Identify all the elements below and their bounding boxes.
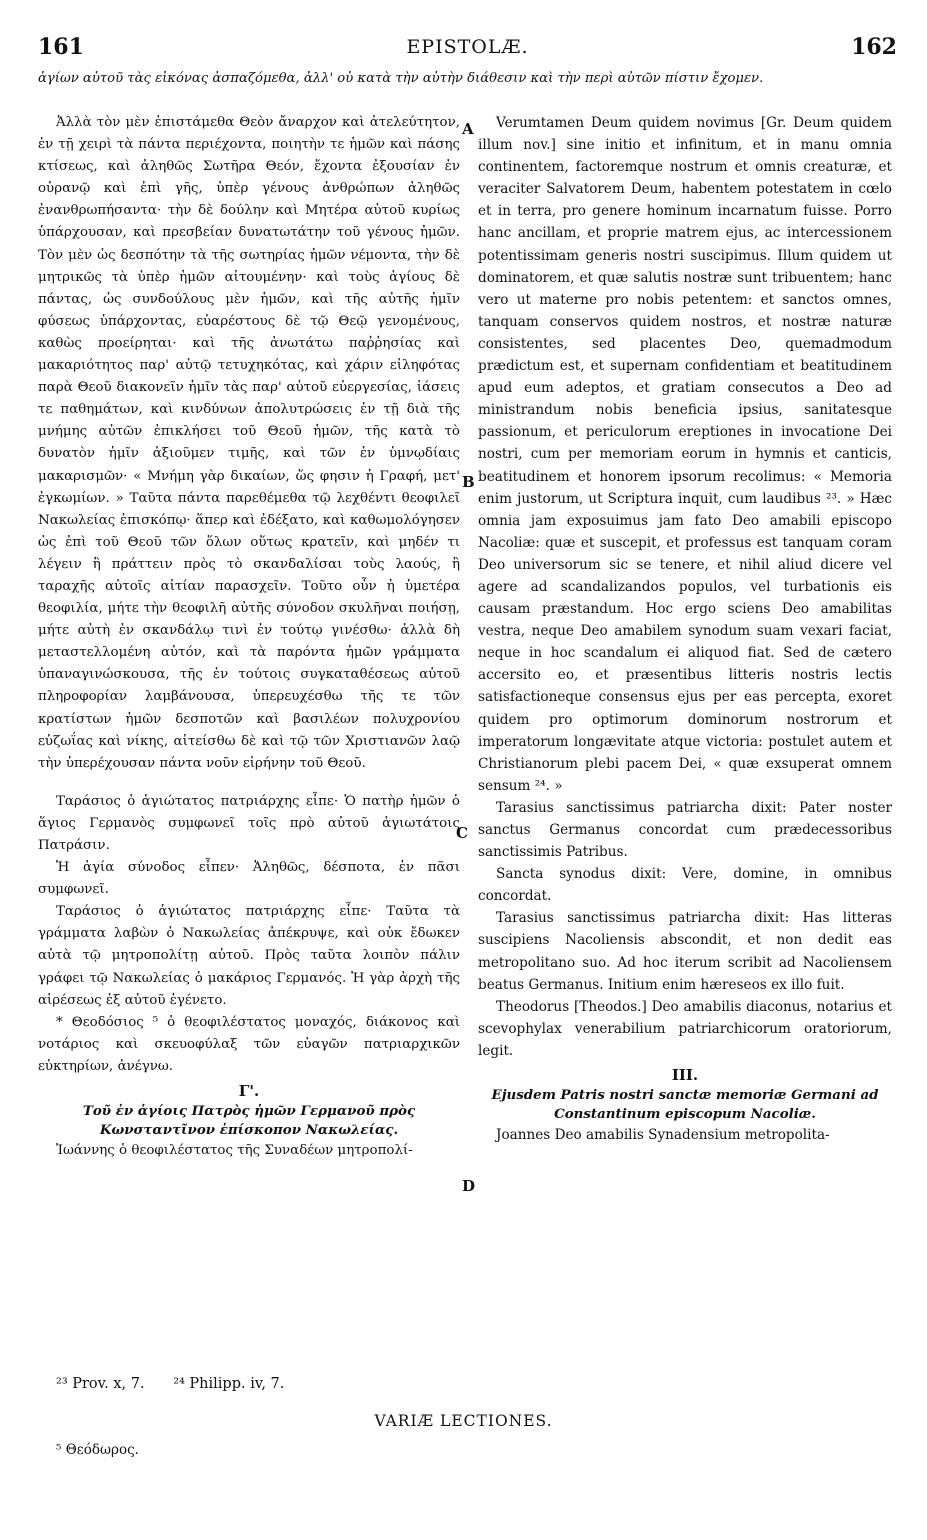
greek-paragraph: Ἀλλὰ τὸν μὲν ἐπιστάμεθα Θεὸν ἄναρχον καὶ ἀτελεύτητον, ἐν τῇ χειρὶ τὰ πάντα περιέχοντα, ποιητὴν τε ἡμῶν καὶ πάσης κτίσεως, καὶ ἀληθῶς Σωτῆρα Θεόν, ἔχοντα ἐξουσίαν ἐν οὐρανῷ καὶ ἐπὶ γῆς, ὑπὲρ γένους ἀνθρώπων ἀληθῶς ἐνανθρωπήσαντα· τὴν δὲ δούλην καὶ Μητέρα αὐτοῦ κυρίως ὑπάρχουσαν, καὶ πρεσβείαν δυνατωτάτην τοῦ γένους ἡμῶν. Τὸν μὲν ὡς δεσπότην τὰ τῆς σωτηρίας ἡμῶν νέμοντα, τὴν δὲ μητρικῶς τὰ ὑπὲρ ἡμῶν αἰτουμένην· καὶ τοὺς ἁγίους δὲ πάντας, ὡς συνδούλους μὲν ἡμῶν, καὶ τῆς αὐτῆς ἡμῖν φύσεως ὑπάρχοντας, εὐαρέστους δὲ τῷ Θεῷ γενομένους, καθὼς προείρηται· καὶ τῆς ἀνωτάτω παῤῥησίας καὶ μακαριότητος παρ' αὐτῷ τετυχηκότας, καὶ χάριν εἰληφότας παρὰ Θεοῦ διακονεῖν ἡμῖν τὰς παρ' αὐτοῦ εὐεργεσίας, ἰάσεις τε παθημάτων, καὶ κινδύνων ἀπολυτρώσεις ἐν τῇ διὰ τῆς μνήμης αὐτῶν ἐπικλήσει τοῦ Θεοῦ ἡμῶν, τῆς κατὰ τὸ δυνατὸν ἡμῖν ἀξιοῦμεν τιμῆς, καὶ τῶν ἐν ὑμνῳδίαις μακαρισμῶν· « Μνήμη γὰρ δικαίων, ὥς φησιν ἡ Γραφή, μετ' ἐγκωμίων. » Ταῦτα πάντα παρεθέμεθα τῷ λεχθέντι θεοφιλεῖ Νακωλείας ἐπισκόπῳ· ἅπερ καὶ ἐδέξατο, καὶ καθωμολόγησεν ὡς ἐπὶ τοῦ Θεοῦ τῶν ὅλων οὕτως κρατεῖν, καὶ μηδέν τι λέγειν ἢ πράττειν πρὸς τὸ σκανδαλίσαι τοὺς λαούς, ἢ ταραχῆς αὐτοῖς αἰτίαν παρασχεῖν. Τοῦτο οὖν ἡ ὑμετέρα θεοφιλία, μήτε τὴν θεοφιλῆ αὐτῆς σύνοδον σκυλῆναι ποιήσῃ, μήτε αὐτὴ ἐν σκανδάλῳ τινὶ ἐν τούτῳ γινέσθω· ἀλλὰ δὴ μεταστελλομένη αὐτόν, καὶ τὰ παρόντα ἡμῶν γράμματα ὑπαναγινώσκουσα, τῆς ἐν τούτοις συγκαταθέσεως αὐτοῦ πληροφορίαν λαμβάνουσα, ὑπερευχέσθω τῆς τε τῶν κρατίστων ἡμῶν δεσποτῶν καὶ βασιλέων πολυχρονίου εὐζωΐας καὶ νίκης, αἰτείσθω δὲ καὶ τῷ τῶν Χριστιανῶν λαῷ τὴν ὑπερέχουσαν πάντα νοῦν εἰρήνην τοῦ Θεοῦ.: [38, 115, 460, 771]
section-title: Ejusdem Patris nostri sanctæ memoriæ Germani ad Constantinum episcopum Nacoliæ.: [491, 1087, 879, 1123]
footnotes: [56, 1376, 308, 1392]
margin-letter-d: D: [462, 1177, 476, 1195]
greek-paragraph: Ταράσιος ὁ ἁγιώτατος πατριάρχης εἶπε· Ὁ πατὴρ ἡμῶν ὁ ἅγιος Γερμανὸς συμφωνεῖ τοῖς πρὸ αὐτοῦ ἁγιωτάτοις Πατράσιν.: [38, 793, 460, 853]
footnote: ²⁴ Philipp. iv, 7.: [173, 1376, 285, 1392]
greek-column: [38, 112, 460, 1162]
margin-letter-c: C: [456, 824, 468, 842]
running-title: EPISTOLÆ.: [406, 36, 529, 58]
variae-lectiones-heading: VARIÆ LECTIONES.: [374, 1412, 553, 1430]
latin-paragraph: Joannes Deo amabilis Synadensium metropolita-: [496, 1127, 830, 1144]
variant-reading: ⁵ Θεόδωρος.: [56, 1442, 139, 1458]
section-number: Γ'.: [238, 1082, 260, 1101]
page-header: [38, 34, 897, 62]
latin-paragraph: Tarasius sanctissimus patriarcha dixit: Pater noster sanctus Germanus concordat cum prædecessoribus sanctissimis Patribus.: [478, 799, 892, 861]
page-number-left: 161: [38, 34, 84, 60]
latin-paragraph: Sancta synodus dixit: Vere, domine, in omnibus concordat.: [478, 866, 892, 905]
page-number-right: 162: [851, 34, 897, 60]
footnote: ²³ Prov. x, 7.: [56, 1376, 145, 1392]
greek-paragraph: Ἡ ἁγία σύνοδος εἶπεν· Ἀληθῶς, δέσποτα, ἐν πᾶσι συμφωνεῖ.: [38, 860, 460, 898]
latin-paragraph: Verumtamen Deum quidem novimus [Gr. Deum quidem illum nov.] sine initio et infinitum, et in manu omnia continentem, factoremque nostrum et omnis creaturæ, et veraciter Salvatorem Deum, habentem potestatem in cœlo et in terra, pro genere hominum incarnatum fuisse. Porro hanc ancillam, et proprie matrem ejus, ac intercessionem potentissimam generis nostri suscipimus. Illum quidem ut dominatorem, et quæ salutis nostræ sunt tribuentem; hanc vero ut materne pro nobis petentem: et sanctos omnes, tanquam conservos quidem nostros, et nostræ naturæ consistentes, sed placentes Deo, quemadmodum prædictum est, et supernam confidentiam et beatitudinem apud eum adeptos, et gratiam consecutos a Deo ad ministrandum nobis beneficia ipsius, sanitatesque passionum, et periculorum ereptiones in invocatione Dei nostri, cum per memoriam eorum in hymnis et canticis, beatitudinem et honorem ipsorum recolimus: « Memoria enim justorum, ut Scriptura inquit, cum laudibus ²³. » Hæc omnia jam exposuimus jam fato Deo amabili episcopo Nacoliæ: quæ et suscepit, et professus est tanquam coram Deo universorum sic se tenere, et nihil aliud dicere vel agere ad scandalizandos populos, vel turbationis eis causam præstandum. Hoc ergo sciens Deo amabilitas vestra, neque Deo amabilem synodum suam vexari faciat, neque in hoc scandalum ei aliquod fiat. Sed de cætero accersito eo, et præsentibus litteris nostris lectis satisfactioneque consensus ejus per eas percepta, exoret quidem pro optimorum dominorum nostrorum et imperatorum longævitate atque victoria: postulet autem et Christianorum plebi pacem Dei, « quæ exsuperat omnem sensum ²⁴. »: [478, 115, 892, 794]
section-title: Τοῦ ἐν ἁγίοις Πατρὸς ἡμῶν Γερμανοῦ πρὸς Κωνσταντῖνον ἐπίσκοπον Νακωλείας.: [82, 1103, 416, 1139]
margin-letter-a: A: [462, 120, 474, 138]
section-number: III.: [671, 1066, 699, 1085]
latin-column: [478, 112, 892, 1146]
continuation-line: ἁγίων αὐτοῦ τὰς εἰκόνας ἀσπαζόμεθα, ἀλλ' οὐ κατὰ τὴν αὐτὴν διάθεσιν καὶ τὴν περὶ αὐτῶν πίστιν ἔχομεν.: [38, 71, 764, 86]
latin-paragraph: Tarasius sanctissimus patriarcha dixit: Has litteras suscipiens Nacoliensis abscondit, et non dedit eas metropolitano suo. Ad hoc iterum scribit ad Nacoliensem beatus Germanus. Initium enim hæreseos ex illo fuit.: [478, 910, 892, 993]
greek-paragraph: Ἰωάννης ὁ θεοφιλέστατος τῆς Συναδέων μητροπολί-: [56, 1143, 413, 1159]
greek-paragraph: * Θεοδόσιος ⁵ ὁ θεοφιλέστατος μοναχός, διάκονος καὶ νοτάριος καὶ σκευοφύλαξ τῶν εὐαγῶν πατριαρχικῶν εὐκτηρίων, ἀνέγνω.: [38, 1014, 460, 1074]
latin-paragraph: Theodorus [Theodos.] Deo amabilis diaconus, notarius et scevophylax venerabilium patriarchicorum oratoriorum, legit.: [478, 998, 892, 1059]
greek-paragraph: Ταράσιος ὁ ἁγιώτατος πατριάρχης εἶπε· Ταῦτα τὰ γράμματα λαβὼν ὁ Νακωλείας ἀπέκρυψε, καὶ οὐκ ἔδωκεν αὐτὰ τῷ μητροπολίτῃ αὐτοῦ. Πρὸς ταῦτα λοιπὸν πάλιν γράφει τῷ Νακωλείας ὁ μακάριος Γερμανός. Ἡ γὰρ ἀρχὴ τῆς αἱρέσεως ἐξ αὐτοῦ ἐγένετο.: [38, 904, 460, 1008]
margin-letter-b: B: [462, 473, 475, 491]
